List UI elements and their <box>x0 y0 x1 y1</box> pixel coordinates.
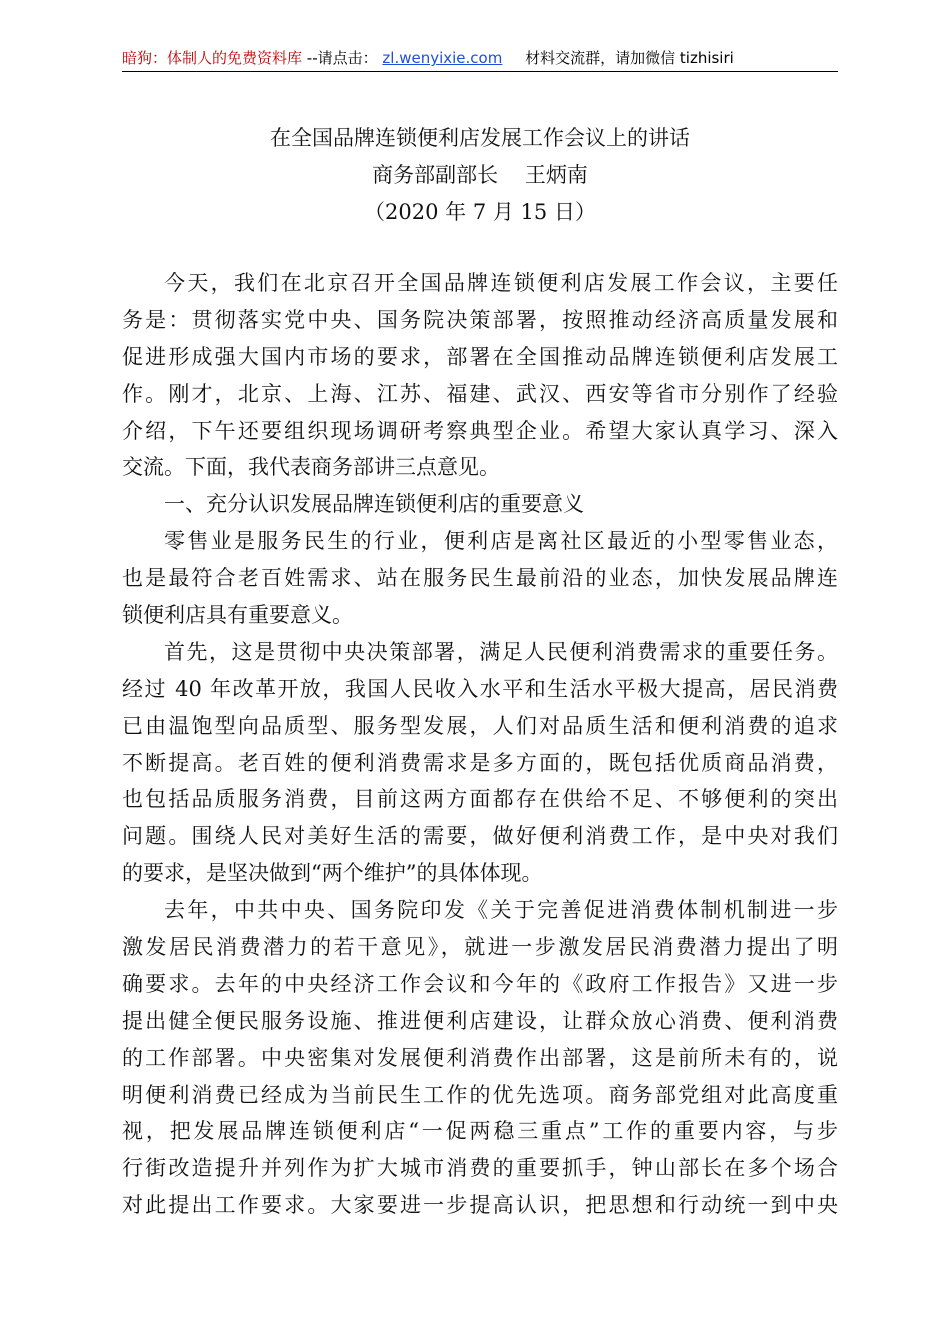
text-line: 首先，这是贯彻中央决策部署，满足人民便利消费需求的重要任务。 <box>164 639 838 664</box>
text-line: 对此提出工作要求。大家要进一步提高认识，把思想和行动统一到中央 <box>122 1193 838 1218</box>
text-line: 的工作部署。中央密集对发展便利消费作出部署，这是前所未有的，说 <box>122 1045 838 1070</box>
page-header <box>122 46 838 70</box>
text-line: 经过 40 年改革开放，我国人民收入水平和生活水平极大提高，居民消费 <box>122 676 838 701</box>
text-line: 已由温饱型向品质型、服务型发展，人们对品质生活和便利消费的追求 <box>122 713 838 738</box>
text-line: 促进形成强大国内市场的要求，部署在全国推动品牌连锁便利店发展工 <box>122 344 838 369</box>
header-divider <box>122 71 838 72</box>
text-line: 激发居民消费潜力的若干意见》，就进一步激发居民消费潜力提出了明 <box>122 935 838 960</box>
speech-date: （2020 年 7 月 15 日） <box>364 200 596 224</box>
text-line: 作。刚才，北京、上海、江苏、福建、武汉、西安等省市分别作了经验 <box>122 381 838 406</box>
header-brand: 暗狗：体制人的免费资料库 <box>122 49 303 67</box>
text-line: 不断提高。老百姓的便利消费需求是多方面的，既包括优质商品消费， <box>122 750 838 775</box>
document-title: 在全国品牌连锁便利店发展工作会议上的讲话 <box>270 126 690 150</box>
header-group-note: 材料交流群，请加微信 tizhisiri <box>525 49 734 67</box>
header-url-link[interactable]: zl.wenyixie.com <box>382 49 503 67</box>
header-prompt: --请点击： <box>306 49 378 67</box>
speech-body <box>122 265 838 1224</box>
text-line: 行街改造提升并列作为扩大城市消费的重要抓手，钟山部长在多个场合 <box>122 1156 838 1181</box>
text-line: 介绍，下午还要组织现场调研考察典型企业。希望大家认真学习、深入 <box>122 418 838 443</box>
text-line: 的要求，是坚决做到“两个维护”的具体体现。 <box>122 861 543 886</box>
text-line: 确要求。去年的中央经济工作会议和今年的《政府工作报告》又进一步 <box>122 971 838 996</box>
text-line: 明便利消费已经成为当前民生工作的优先选项。商务部党组对此高度重 <box>122 1082 838 1107</box>
text-line: 也是最符合老百姓需求、站在服务民生最前沿的业态，加快发展品牌连 <box>122 566 838 591</box>
text-line: 提出健全便民服务设施、推进便利店建设，让群众放心消费、便利消费 <box>122 1008 838 1033</box>
title-block <box>122 120 838 231</box>
section-heading: 一、充分认识发展品牌连锁便利店的重要意义 <box>164 492 584 517</box>
text-line: 视，把发展品牌连锁便利店“一促两稳三重点”工作的重要内容，与步 <box>122 1119 838 1144</box>
text-line: 今天，我们在北京召开全国品牌连锁便利店发展工作会议，主要任 <box>164 271 838 295</box>
text-line: 交流。下面，我代表商务部讲三点意见。 <box>122 455 500 480</box>
text-line: 务是：贯彻落实党中央、国务院决策部署，按照推动经济高质量发展和 <box>122 307 838 332</box>
text-line: 锁便利店具有重要意义。 <box>122 603 353 628</box>
text-line: 零售业是服务民生的行业，便利店是离社区最近的小型零售业态， <box>164 529 838 554</box>
text-line: 也包括品质服务消费，目前这两方面都存在供给不足、不够便利的突出 <box>122 787 838 812</box>
text-line: 去年，中共中央、国务院印发《关于完善促进消费体制机制进一步 <box>164 898 838 923</box>
text-line: 问题。围绕人民对美好生活的需要，做好便利消费工作，是中央对我们 <box>122 824 838 849</box>
speaker-line: 商务部副部长 王炳南 <box>372 163 588 187</box>
